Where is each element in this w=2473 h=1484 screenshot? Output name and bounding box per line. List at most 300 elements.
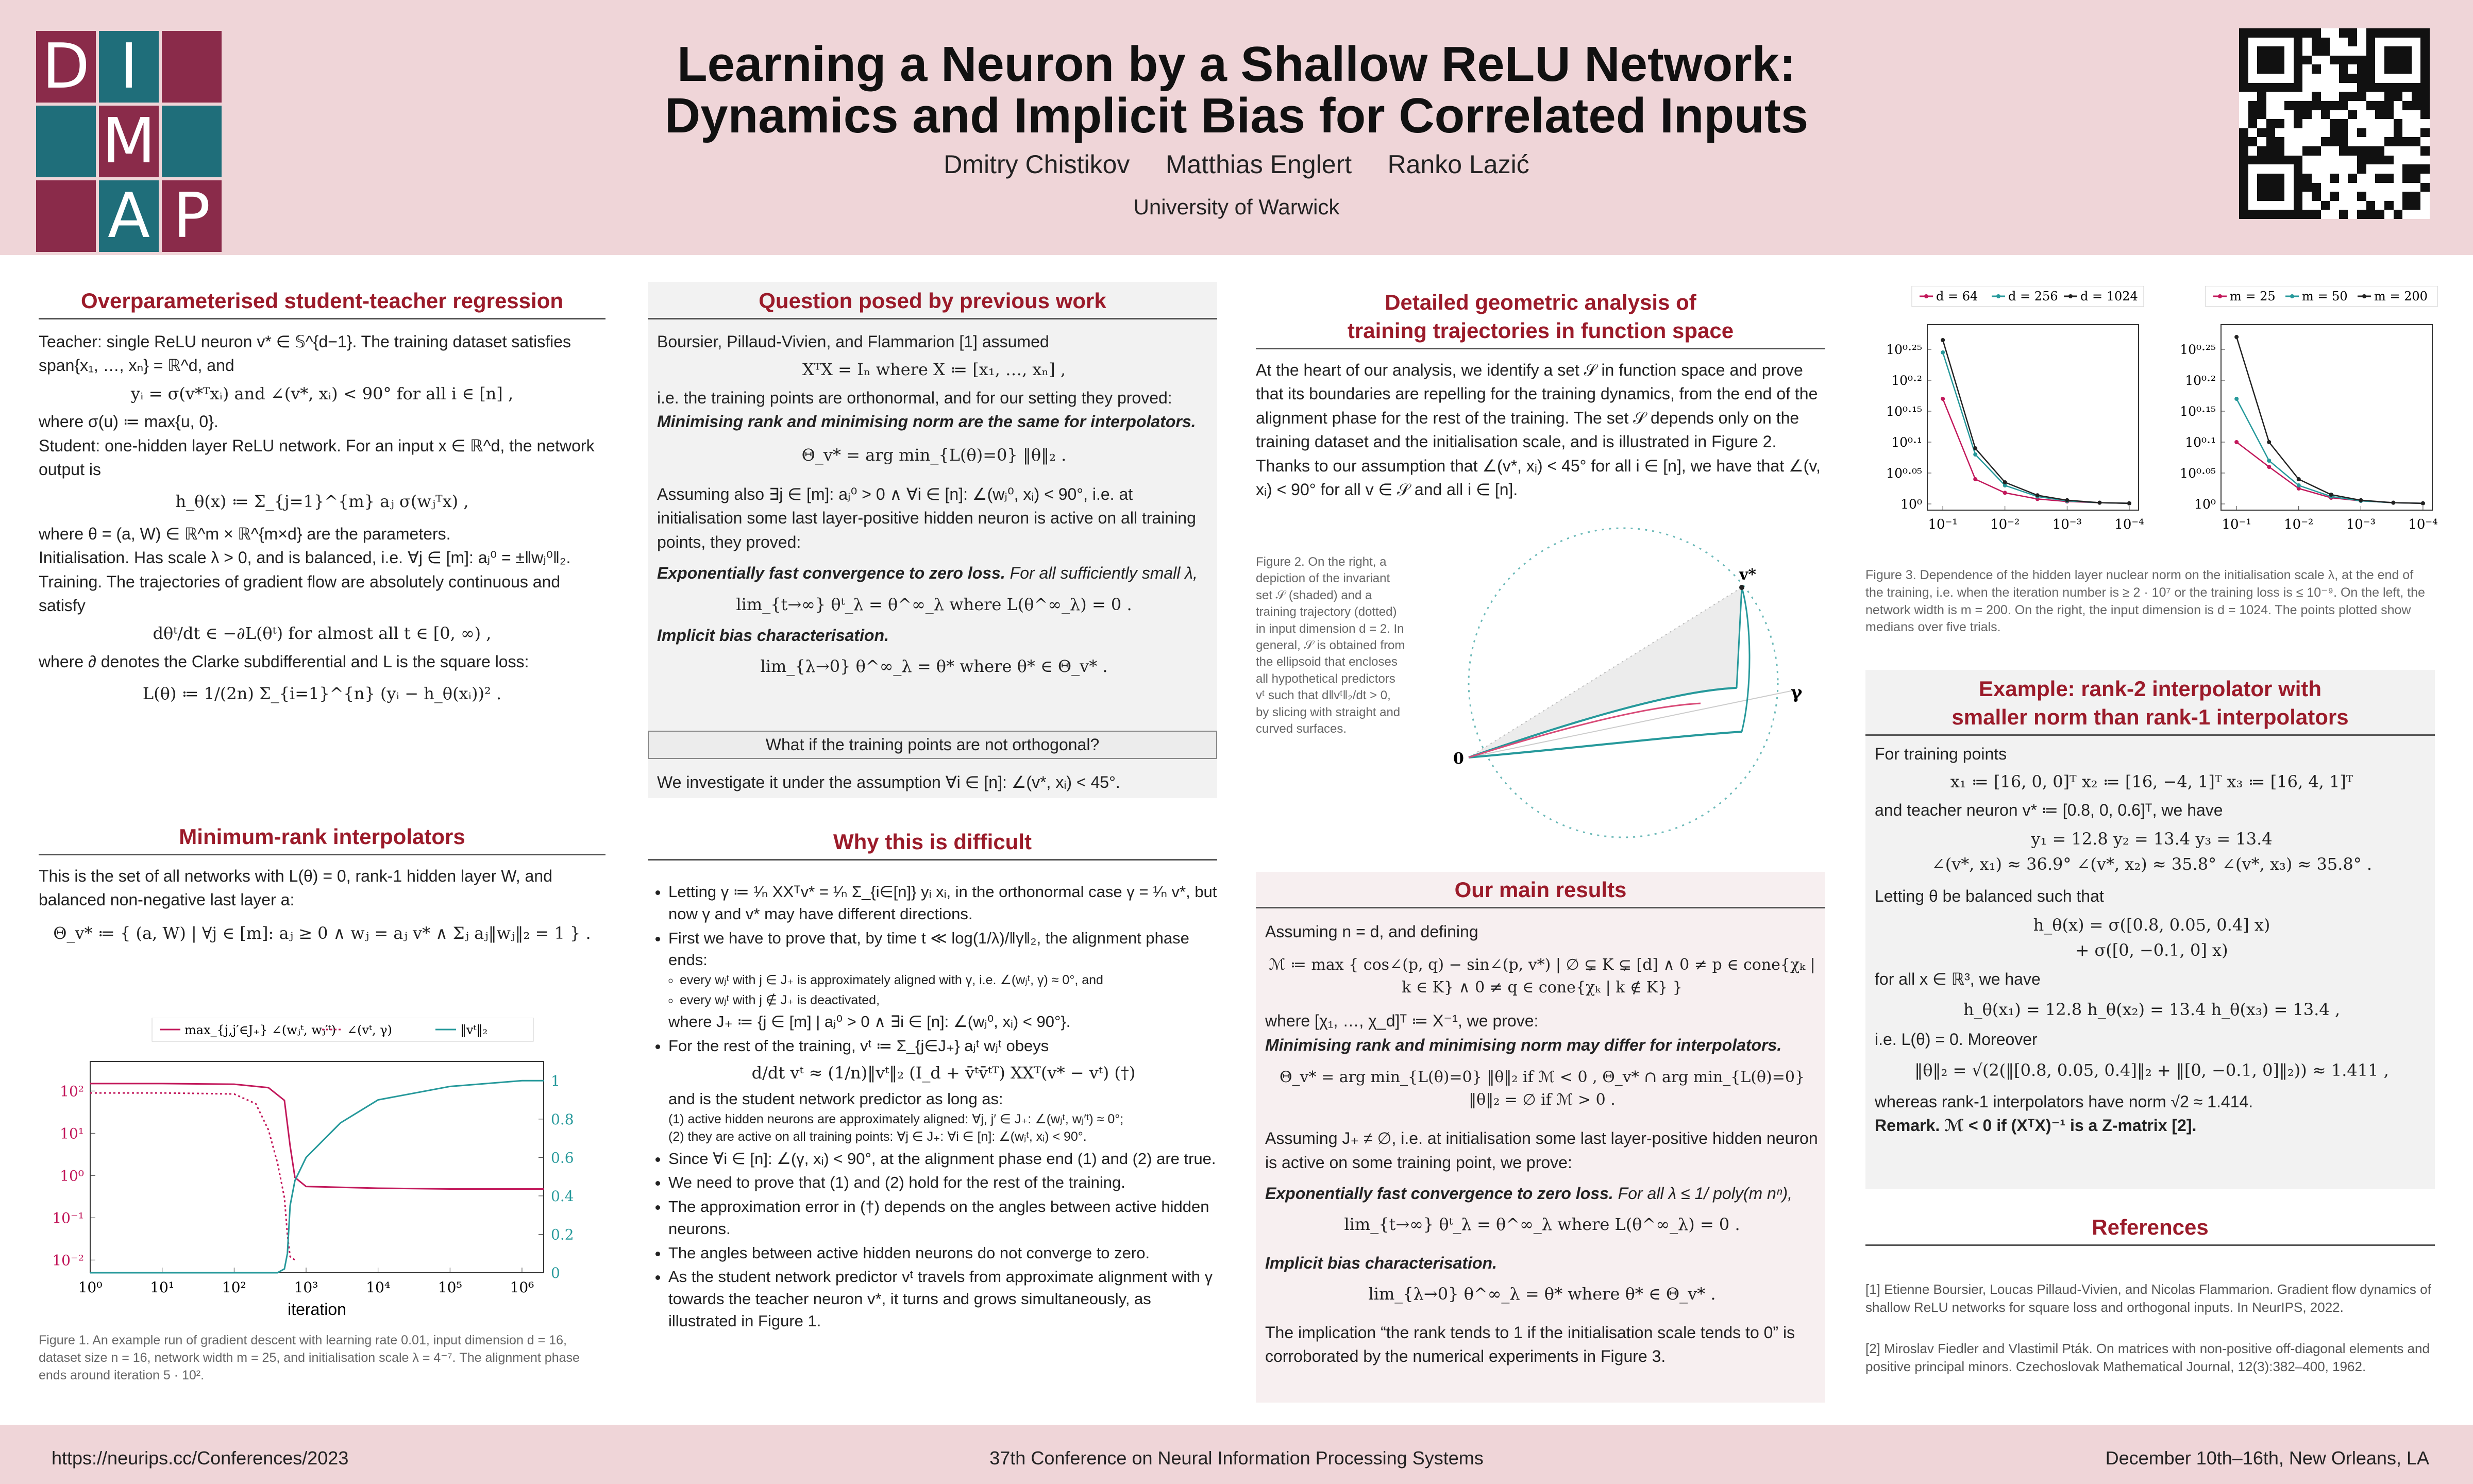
qr-module bbox=[2384, 156, 2394, 165]
qr-module bbox=[2384, 119, 2394, 128]
qr-module bbox=[2384, 74, 2394, 83]
qr-module bbox=[2239, 210, 2248, 219]
qr-module bbox=[2394, 101, 2403, 110]
qr-module bbox=[2412, 64, 2421, 74]
poster-header bbox=[0, 0, 2473, 255]
qr-module bbox=[2266, 64, 2276, 74]
qr-module bbox=[2239, 119, 2248, 128]
condition: (2) they are active on all training points: ∀j ∈ J₊: ∀i ∈ [n]: ∠(wⱼᵗ, xᵢ) < 90°. bbox=[668, 1129, 1087, 1144]
qr-module bbox=[2248, 183, 2258, 192]
paragraph: Letting θ be balanced such that bbox=[1875, 886, 2104, 905]
qr-module bbox=[2366, 119, 2376, 128]
qr-module bbox=[2384, 28, 2394, 38]
qr-module bbox=[2302, 83, 2312, 92]
qr-module bbox=[2330, 38, 2339, 47]
qr-module bbox=[2330, 128, 2339, 138]
qr-module bbox=[2330, 146, 2339, 156]
qr-module bbox=[2321, 174, 2330, 183]
reference-item: [2] Miroslav Fiedler and Vlastimil Pták. On matrices with non-positive off-diagonal elements and positive principal minors. Czechoslovak Mathematical Journal, 12(3):382–400, 1962. bbox=[1865, 1341, 2430, 1375]
section-title-line: smaller norm than rank-1 interpolators bbox=[1952, 704, 2349, 729]
qr-module bbox=[2402, 201, 2412, 210]
qr-module bbox=[2302, 46, 2312, 56]
qr-module bbox=[2248, 56, 2258, 65]
qr-module bbox=[2348, 174, 2357, 183]
x-tick-label: 10⁻² bbox=[2284, 517, 2314, 532]
paragraph: for all x ∈ ℝ³, we have bbox=[1875, 970, 2041, 989]
conference-url[interactable]: https://neurips.cc/Conferences/2023 bbox=[52, 1447, 349, 1469]
qr-module bbox=[2384, 174, 2394, 183]
qr-module bbox=[2402, 137, 2412, 146]
qr-module bbox=[2239, 192, 2248, 201]
qr-module bbox=[2375, 101, 2384, 110]
qr-module bbox=[2366, 92, 2376, 101]
qr-code[interactable] bbox=[2239, 28, 2430, 219]
qr-module bbox=[2420, 110, 2430, 120]
qr-module bbox=[2357, 146, 2366, 156]
legend-marker bbox=[2362, 294, 2366, 298]
conference-dates: December 10th–16th, New Orleans, LA bbox=[2105, 1447, 2429, 1469]
bullet: • Since ∀i ∈ [n]: ∠(γ, xᵢ) < 90°, at the alignment phase end (1) and (2) are true. bbox=[668, 1148, 1219, 1170]
qr-module bbox=[2321, 92, 2330, 101]
qr-module bbox=[2294, 128, 2303, 138]
qr-module bbox=[2348, 46, 2357, 56]
qr-module bbox=[2321, 183, 2330, 192]
qr-module bbox=[2348, 146, 2357, 156]
qr-module bbox=[2266, 119, 2276, 128]
qr-module bbox=[2330, 110, 2339, 120]
qr-module bbox=[2257, 64, 2266, 74]
qr-module bbox=[2294, 174, 2303, 183]
qr-module bbox=[2357, 38, 2366, 47]
x-axis-label: iteration bbox=[288, 1300, 346, 1317]
x-tick-label: 10⁵ bbox=[438, 1279, 462, 1296]
divider bbox=[39, 318, 605, 319]
remark: Remark. ℳ < 0 if (XᵀX)⁻¹ is a Z-matrix [2]. bbox=[1875, 1116, 2197, 1135]
qr-module bbox=[2266, 83, 2276, 92]
qr-module bbox=[2412, 128, 2421, 138]
paragraph: where θ = (a, W) ∈ ℝ^m × ℝ^{m×d} are the parameters. bbox=[39, 524, 451, 543]
qr-module bbox=[2366, 38, 2376, 47]
data-point bbox=[2267, 459, 2271, 463]
qr-module bbox=[2394, 156, 2403, 165]
qr-module bbox=[2394, 38, 2403, 47]
qr-module bbox=[2257, 74, 2266, 83]
qr-module bbox=[2266, 110, 2276, 120]
qr-module bbox=[2402, 101, 2412, 110]
qr-module bbox=[2402, 146, 2412, 156]
qr-module bbox=[2412, 101, 2421, 110]
qr-module bbox=[2312, 137, 2321, 146]
qr-module bbox=[2312, 210, 2321, 219]
bullet: • As the student network predictor vᵗ travels from approximate alignment with γ towards the teacher neuron v*, it turns and grows simultaneously, as illustrated in Figure 1. bbox=[668, 1266, 1219, 1332]
qr-module bbox=[2275, 110, 2284, 120]
qr-module bbox=[2394, 210, 2403, 219]
qr-module bbox=[2420, 119, 2430, 128]
qr-module bbox=[2294, 38, 2303, 47]
qr-module bbox=[2284, 183, 2294, 192]
qr-module bbox=[2284, 174, 2294, 183]
qr-module bbox=[2302, 146, 2312, 156]
y-tick-label: 10⁰·²⁵ bbox=[1886, 342, 1922, 357]
qr-module bbox=[2294, 28, 2303, 38]
qr-module bbox=[2348, 156, 2357, 165]
x-tick-label: 10⁶ bbox=[510, 1279, 534, 1296]
qr-module bbox=[2266, 92, 2276, 101]
qr-module bbox=[2257, 119, 2266, 128]
bullet: For the rest of the training, vᵗ ≔ Σ_{j∈J₊} aⱼᵗ wⱼᵗ obeys bbox=[668, 1036, 1049, 1055]
qr-module bbox=[2375, 192, 2384, 201]
qr-module bbox=[2321, 83, 2330, 92]
qr-module bbox=[2248, 64, 2258, 74]
qr-module bbox=[2402, 38, 2412, 47]
section-title: Overparameterised student-teacher regression bbox=[80, 289, 564, 313]
x-tick-label: 10¹ bbox=[150, 1279, 175, 1296]
paragraph: i.e. L(θ) = 0. Moreover bbox=[1875, 1030, 2038, 1049]
qr-module bbox=[2348, 56, 2357, 65]
qr-module bbox=[2348, 110, 2357, 120]
qr-module bbox=[2275, 92, 2284, 101]
qr-module bbox=[2266, 192, 2276, 201]
qr-module bbox=[2348, 210, 2357, 219]
qr-module bbox=[2321, 164, 2330, 174]
paragraph: Student: one-hidden layer ReLU network. For an input x ∈ ℝ^d, the network output is bbox=[39, 436, 595, 479]
qr-module bbox=[2366, 192, 2376, 201]
qr-module bbox=[2257, 192, 2266, 201]
legend-marker bbox=[2068, 294, 2073, 298]
qr-module bbox=[2412, 137, 2421, 146]
bullet: • We need to prove that (1) and (2) hold for the rest of the training. bbox=[668, 1172, 1219, 1194]
qr-module bbox=[2284, 210, 2294, 219]
qr-module bbox=[2402, 128, 2412, 138]
y-tick-label: 10⁰·² bbox=[2185, 373, 2216, 388]
qr-module bbox=[2302, 201, 2312, 210]
paragraph: Assuming J₊ ≠ ∅, i.e. at initialisation some last layer-positive hidden neuron is active on some training point, we prove: bbox=[1265, 1129, 1818, 1172]
divider bbox=[648, 859, 1217, 861]
qr-module bbox=[2248, 101, 2258, 110]
qr-module bbox=[2330, 28, 2339, 38]
qr-module bbox=[2412, 156, 2421, 165]
qr-module bbox=[2321, 38, 2330, 47]
qr-module bbox=[2284, 119, 2294, 128]
qr-module bbox=[2294, 210, 2303, 219]
qr-module bbox=[2239, 164, 2248, 174]
qr-module bbox=[2302, 137, 2312, 146]
legend-label: m = 50 bbox=[2302, 289, 2348, 303]
qr-module bbox=[2394, 174, 2403, 183]
section-title-line: Example: rank-2 interpolator with bbox=[1978, 677, 2322, 701]
qr-module bbox=[2321, 192, 2330, 201]
qr-module bbox=[2266, 174, 2276, 183]
qr-module bbox=[2348, 92, 2357, 101]
divider bbox=[1865, 734, 2435, 736]
data-point bbox=[1973, 452, 1977, 457]
qr-module bbox=[2339, 56, 2348, 65]
x-tick-label: 10⁻¹ bbox=[1928, 517, 1958, 532]
qr-module bbox=[2394, 146, 2403, 156]
qr-module bbox=[2330, 183, 2339, 192]
qr-module bbox=[2321, 110, 2330, 120]
data-point bbox=[1941, 350, 1945, 355]
qr-module bbox=[2302, 74, 2312, 83]
qr-module bbox=[2321, 137, 2330, 146]
qr-module bbox=[2248, 74, 2258, 83]
qr-module bbox=[2412, 192, 2421, 201]
equation: Θ_v* = arg min_{L(θ)=0} ‖θ‖₂ . bbox=[801, 445, 1067, 465]
qr-module bbox=[2339, 137, 2348, 146]
equation: lim_{λ→0} θ^∞_λ = θ* where θ* ∈ Θ_v* . bbox=[760, 656, 1108, 677]
qr-module bbox=[2266, 28, 2276, 38]
qr-module bbox=[2302, 28, 2312, 38]
paragraph: The implication “the rank tends to 1 if the initialisation scale tends to 0” is corroborated by the numerical experiments in Figure 3. bbox=[1265, 1323, 1795, 1365]
legend-label: max_{j,j′∈J₊} ∠(wⱼᵗ, wⱼ′ᵗ) bbox=[184, 1023, 336, 1037]
qr-module bbox=[2348, 74, 2357, 83]
data-point bbox=[2003, 491, 2007, 495]
qr-module bbox=[2339, 110, 2348, 120]
qr-module bbox=[2312, 92, 2321, 101]
qr-module bbox=[2412, 28, 2421, 38]
qr-module bbox=[2321, 46, 2330, 56]
qr-module bbox=[2275, 101, 2284, 110]
section-title: Our main results bbox=[1454, 878, 1627, 902]
qr-module bbox=[2375, 64, 2384, 74]
section-title: Minimum-rank interpolators bbox=[179, 824, 465, 849]
bullet: First we have to prove that, by time t ≪ log(1/λ)/‖γ‖₂, the alignment phase ends: bbox=[668, 929, 1189, 969]
qr-module bbox=[2384, 56, 2394, 65]
qr-module bbox=[2302, 110, 2312, 120]
qr-module bbox=[2357, 56, 2366, 65]
qr-module bbox=[2248, 28, 2258, 38]
qr-module bbox=[2366, 46, 2376, 56]
qr-module bbox=[2275, 174, 2284, 183]
qr-module bbox=[2312, 192, 2321, 201]
qr-module bbox=[2312, 64, 2321, 74]
origin-label: 0 bbox=[1453, 750, 1464, 768]
logo-letter-a: A bbox=[99, 180, 159, 252]
paragraph: where ∂ denotes the Clarke subdifferential and L is the square loss: bbox=[39, 652, 529, 671]
qr-module bbox=[2312, 110, 2321, 120]
qr-module bbox=[2257, 164, 2266, 174]
data-point bbox=[2329, 493, 2333, 497]
qr-module bbox=[2302, 156, 2312, 165]
qr-module bbox=[2394, 46, 2403, 56]
qr-module bbox=[2348, 119, 2357, 128]
authors: Dmitry Chistikov Matthias Englert Ranko Lazić bbox=[944, 150, 1529, 179]
qr-module bbox=[2284, 74, 2294, 83]
qr-module bbox=[2275, 74, 2284, 83]
qr-module bbox=[2420, 56, 2430, 65]
qr-module bbox=[2339, 164, 2348, 174]
poster-title-line2: Dynamics and Implicit Bias for Correlated Inputs bbox=[664, 88, 1809, 143]
divider bbox=[1865, 1244, 2435, 1246]
figure-2-diagram bbox=[1433, 520, 1814, 845]
qr-module bbox=[2420, 128, 2430, 138]
qr-module bbox=[2420, 101, 2430, 110]
qr-module bbox=[2402, 110, 2412, 120]
x-tick-label: 10⁻⁴ bbox=[2408, 517, 2438, 532]
y-tick-label: 10⁰·⁰⁵ bbox=[2180, 466, 2216, 481]
qr-module bbox=[2312, 74, 2321, 83]
question-box: What if the training points are not orthogonal? bbox=[648, 731, 1217, 759]
qr-module bbox=[2248, 146, 2258, 156]
qr-module bbox=[2330, 201, 2339, 210]
qr-module bbox=[2375, 183, 2384, 192]
data-point bbox=[2297, 477, 2301, 481]
data-point bbox=[2267, 465, 2271, 469]
qr-module bbox=[2294, 119, 2303, 128]
qr-module bbox=[2402, 56, 2412, 65]
definition: where J₊ ≔ {j ∈ [m] | aⱼ⁰ > 0 ∧ ∃i ∈ [n]: ∠(wⱼ⁰, xᵢ) < 90°}. bbox=[668, 1013, 1071, 1031]
section-title bbox=[1865, 675, 2435, 731]
series-line bbox=[90, 1081, 544, 1273]
x-tick-label: 10⁻¹ bbox=[2222, 517, 2251, 532]
qr-module bbox=[2302, 38, 2312, 47]
qr-module bbox=[2275, 119, 2284, 128]
x-tick-label: 10⁻³ bbox=[2346, 517, 2376, 532]
logo-letter-i: I bbox=[99, 31, 159, 103]
qr-module bbox=[2357, 174, 2366, 183]
qr-module bbox=[2339, 74, 2348, 83]
qr-module bbox=[2357, 46, 2366, 56]
qr-module bbox=[2266, 74, 2276, 83]
qr-module bbox=[2275, 128, 2284, 138]
qr-module bbox=[2402, 28, 2412, 38]
qr-module bbox=[2248, 38, 2258, 47]
qr-module bbox=[2412, 110, 2421, 120]
qr-module bbox=[2366, 164, 2376, 174]
qr-module bbox=[2375, 119, 2384, 128]
data-point bbox=[2097, 501, 2101, 505]
equation: Θ_v* ≔ { (a, W) | ∀j ∈ [m]: aⱼ ≥ 0 ∧ wⱼ = aⱼ v* ∧ Σⱼ aⱼ‖wⱼ‖₂ = 1 } . bbox=[53, 923, 591, 943]
qr-module bbox=[2321, 74, 2330, 83]
qr-module bbox=[2266, 137, 2276, 146]
qr-module bbox=[2330, 210, 2339, 219]
equation: L(θ) ≔ 1/(2n) Σ_{i=1}^{n} (yᵢ − h_θ(xᵢ))² . bbox=[142, 684, 502, 704]
qr-module bbox=[2257, 28, 2266, 38]
sub-bullet: ◦ every wⱼᵗ with j ∈ J₊ is approximately aligned with γ, i.e. ∠(wⱼᵗ, γ) ≈ 0°, and bbox=[680, 971, 1219, 989]
qr-module bbox=[2239, 146, 2248, 156]
equation: yᵢ = σ(v*ᵀxᵢ) and ∠(v*, xᵢ) < 90° for all i ∈ [n] , bbox=[130, 383, 514, 403]
qr-module bbox=[2375, 201, 2384, 210]
qr-module bbox=[2357, 110, 2366, 120]
qr-module bbox=[2412, 201, 2421, 210]
legend-label: ‖vᵗ‖₂ bbox=[460, 1023, 488, 1037]
data-point bbox=[2234, 335, 2239, 339]
paragraph: Assuming n = d, and defining bbox=[1265, 922, 1478, 941]
qr-module bbox=[2357, 183, 2366, 192]
qr-module bbox=[2394, 128, 2403, 138]
qr-module bbox=[2375, 56, 2384, 65]
qr-module bbox=[2330, 164, 2339, 174]
qr-module bbox=[2412, 146, 2421, 156]
qr-module bbox=[2394, 74, 2403, 83]
qr-module bbox=[2348, 101, 2357, 110]
plot-frame bbox=[90, 1061, 544, 1273]
section-title: References bbox=[2092, 1215, 2209, 1239]
qr-module bbox=[2284, 164, 2294, 174]
equation: ℳ ≔ max { cos∠(p, q) − sin∠(p, v*) | ∅ ⊊ K ⊊ [d] ∧ 0 ≠ p ∈ cone{χₖ | k ∈ K} ∧ 0 ≠ q ∈ cone{χₖ | k ∉ K} } bbox=[1269, 956, 1815, 997]
series-line bbox=[2236, 399, 2423, 503]
plot-frame bbox=[2221, 325, 2432, 510]
claim-heading: Implicit bias characterisation. bbox=[1265, 1253, 1497, 1272]
qr-module bbox=[2248, 174, 2258, 183]
qr-module bbox=[2375, 74, 2384, 83]
qr-module bbox=[2402, 46, 2412, 56]
equation: dθᵗ/dt ∈ −∂L(θᵗ) for almost all t ∈ [0, ∞) , bbox=[153, 623, 492, 644]
qr-module bbox=[2239, 28, 2248, 38]
qr-module bbox=[2366, 201, 2376, 210]
qr-module bbox=[2257, 92, 2266, 101]
qr-module bbox=[2248, 192, 2258, 201]
qr-module bbox=[2321, 156, 2330, 165]
qr-module bbox=[2339, 174, 2348, 183]
qr-module bbox=[2330, 64, 2339, 74]
qr-module bbox=[2384, 128, 2394, 138]
legend-label: d = 64 bbox=[1936, 289, 1978, 303]
data-point bbox=[2391, 501, 2395, 505]
qr-module bbox=[2394, 137, 2403, 146]
qr-module bbox=[2366, 128, 2376, 138]
qr-module bbox=[2420, 201, 2430, 210]
qr-module bbox=[2402, 64, 2412, 74]
qr-module bbox=[2321, 28, 2330, 38]
qr-module bbox=[2239, 46, 2248, 56]
paragraph: At the heart of our analysis, we identify a set 𝒮 in function space and prove that its boundaries are repelling for the training dynamics, from the end of the alignment phase for the rest of the training. The set 𝒮 depends only on the training dataset and the initialisation scale, and is illustrated in Figure 2. Thanks to our assumption that ∠(v*, xᵢ) < 45° for all i ∈ [n], we have that ∠(v, xᵢ) < 90° for all v ∈ 𝒮 and all i ∈ [n]. bbox=[1256, 361, 1821, 499]
qr-module bbox=[2339, 146, 2348, 156]
qr-module bbox=[2339, 38, 2348, 47]
qr-module bbox=[2330, 137, 2339, 146]
qr-module bbox=[2248, 92, 2258, 101]
qr-module bbox=[2266, 146, 2276, 156]
qr-module bbox=[2312, 28, 2321, 38]
qr-module bbox=[2312, 101, 2321, 110]
figure-caption: Figure 3. Dependence of the hidden layer nuclear norm on the initialisation scale λ, at the end of the training, i.e. when the iteration number is ≥ 2 · 10⁷ or the training loss is ≤ 10⁻⁹. On the left, the network width is m = 200. On the right, the input dimension is d = 1024. The points plotted show medians over five trials. bbox=[1865, 568, 2425, 635]
qr-module bbox=[2312, 201, 2321, 210]
qr-module bbox=[2275, 137, 2284, 146]
qr-module bbox=[2248, 210, 2258, 219]
qr-module bbox=[2248, 110, 2258, 120]
qr-module bbox=[2366, 64, 2376, 74]
qr-module bbox=[2375, 110, 2384, 120]
qr-module bbox=[2294, 46, 2303, 56]
qr-module bbox=[2284, 56, 2294, 65]
qr-module bbox=[2239, 110, 2248, 120]
qr-module bbox=[2357, 101, 2366, 110]
qr-module bbox=[2257, 137, 2266, 146]
qr-module bbox=[2257, 83, 2266, 92]
qr-module bbox=[2284, 101, 2294, 110]
qr-module bbox=[2294, 92, 2303, 101]
qr-module bbox=[2266, 101, 2276, 110]
qr-module bbox=[2266, 210, 2276, 219]
y-tick-label: 10⁰·¹ bbox=[2185, 435, 2216, 450]
qr-module bbox=[2248, 83, 2258, 92]
qr-module bbox=[2284, 128, 2294, 138]
qr-module bbox=[2375, 164, 2384, 174]
qr-module bbox=[2375, 128, 2384, 138]
qr-module bbox=[2312, 183, 2321, 192]
qr-module bbox=[2394, 83, 2403, 92]
qr-module bbox=[2275, 28, 2284, 38]
qr-module bbox=[2284, 137, 2294, 146]
equation: h_θ(x₁) = 12.8 h_θ(x₂) = 13.4 h_θ(x₃) = 13.4 , bbox=[1963, 999, 2341, 1019]
bullet: • The approximation error in (†) depends on the angles between active hidden neurons. bbox=[668, 1196, 1219, 1240]
qr-module bbox=[2321, 146, 2330, 156]
qr-module bbox=[2339, 156, 2348, 165]
qr-module bbox=[2275, 201, 2284, 210]
qr-module bbox=[2384, 38, 2394, 47]
qr-module bbox=[2294, 201, 2303, 210]
claim-text: For all sufficiently small λ, bbox=[1005, 564, 1198, 583]
